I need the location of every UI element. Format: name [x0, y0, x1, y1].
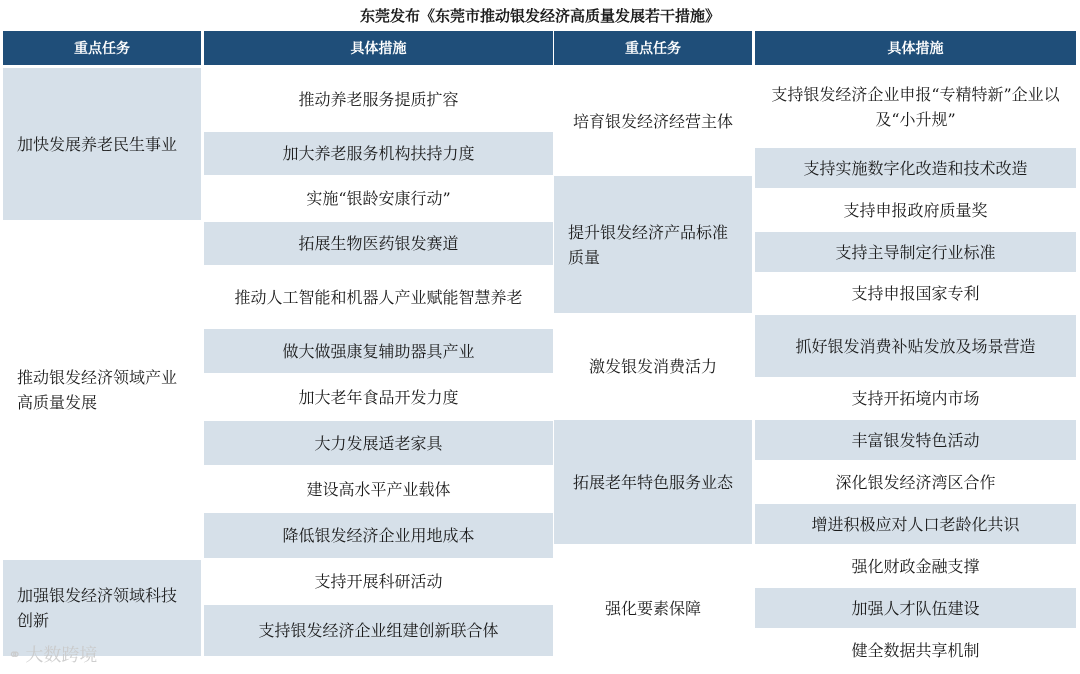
measure-cell: 推动人工智能和机器人产业赋能智慧养老	[234, 287, 523, 307]
measure-cell: 实施“银龄安康行动”	[306, 189, 451, 208]
watermark-logo-icon: ⚭	[8, 644, 22, 664]
measure-cell: 支持开展科研活动	[314, 572, 443, 591]
header-task: 重点任务	[3, 31, 201, 65]
measure-cell: 支持银发经济企业组建创新联合体	[204, 605, 553, 656]
measure-cell: 支持申报国家专利	[851, 284, 980, 303]
measure-cell: 支持主导制定行业标准	[755, 232, 1076, 272]
measure-cell: 降低银发经济企业用地成本	[204, 513, 553, 558]
watermark-text: 大数跨境	[25, 645, 98, 666]
task-cell: 培育银发经济经营主体	[572, 111, 733, 131]
page-title: 东莞发布《东莞市推动银发经济高质量发展若干措施》	[359, 7, 720, 25]
task-cell: 激发银发消费活力	[588, 357, 717, 376]
task-cell: 加快发展养老民生事业	[3, 68, 201, 220]
header-task: 重点任务	[554, 31, 752, 65]
measure-cell: 加大老年食品开发力度	[298, 387, 459, 407]
measure-cell: 深化银发经济湾区合作	[835, 472, 996, 492]
measure-cell: 强化财政金融支撑	[851, 556, 980, 576]
measure-cell: 支持申报政府质量奖	[843, 200, 988, 220]
header-measure: 具体措施	[204, 31, 553, 65]
measure-cell: 抓好银发消费补贴发放及场景营造	[755, 315, 1076, 377]
measure-cell: 丰富银发特色活动	[755, 420, 1076, 460]
measure-cell: 建设高水平产业载体	[306, 479, 451, 499]
header-measure: 具体措施	[755, 31, 1076, 65]
measure-cell: 健全数据共享机制	[851, 641, 980, 660]
measure-cell: 拓展生物医药银发赛道	[204, 222, 553, 265]
measure-cell: 加大养老服务机构扶持力度	[204, 132, 553, 175]
watermark	[8, 641, 97, 667]
measure-cell: 做大做强康复辅助器具产业	[204, 329, 553, 373]
measure-cell: 增进积极应对人口老龄化共识	[755, 504, 1076, 544]
task-cell: 提升银发经济产品标准质量	[554, 176, 752, 313]
measure-cell: 支持银发经济企业申报“专精特新”企业以及“小升规”	[771, 85, 1060, 129]
measure-cell: 推动养老服务提质扩容	[298, 89, 459, 109]
measure-cell: 支持实施数字化改造和技术改造	[755, 148, 1076, 188]
task-cell: 推动银发经济领域产业高质量发展	[17, 368, 178, 412]
task-cell: 加强银发经济领域科技创新	[3, 560, 201, 656]
measure-cell: 支持开拓境内市场	[851, 389, 980, 408]
measure-cell: 加强人才队伍建设	[755, 588, 1076, 628]
task-cell: 强化要素保障	[604, 599, 701, 618]
task-cell: 拓展老年特色服务业态	[554, 420, 752, 544]
measure-cell: 大力发展适老家具	[204, 421, 553, 465]
